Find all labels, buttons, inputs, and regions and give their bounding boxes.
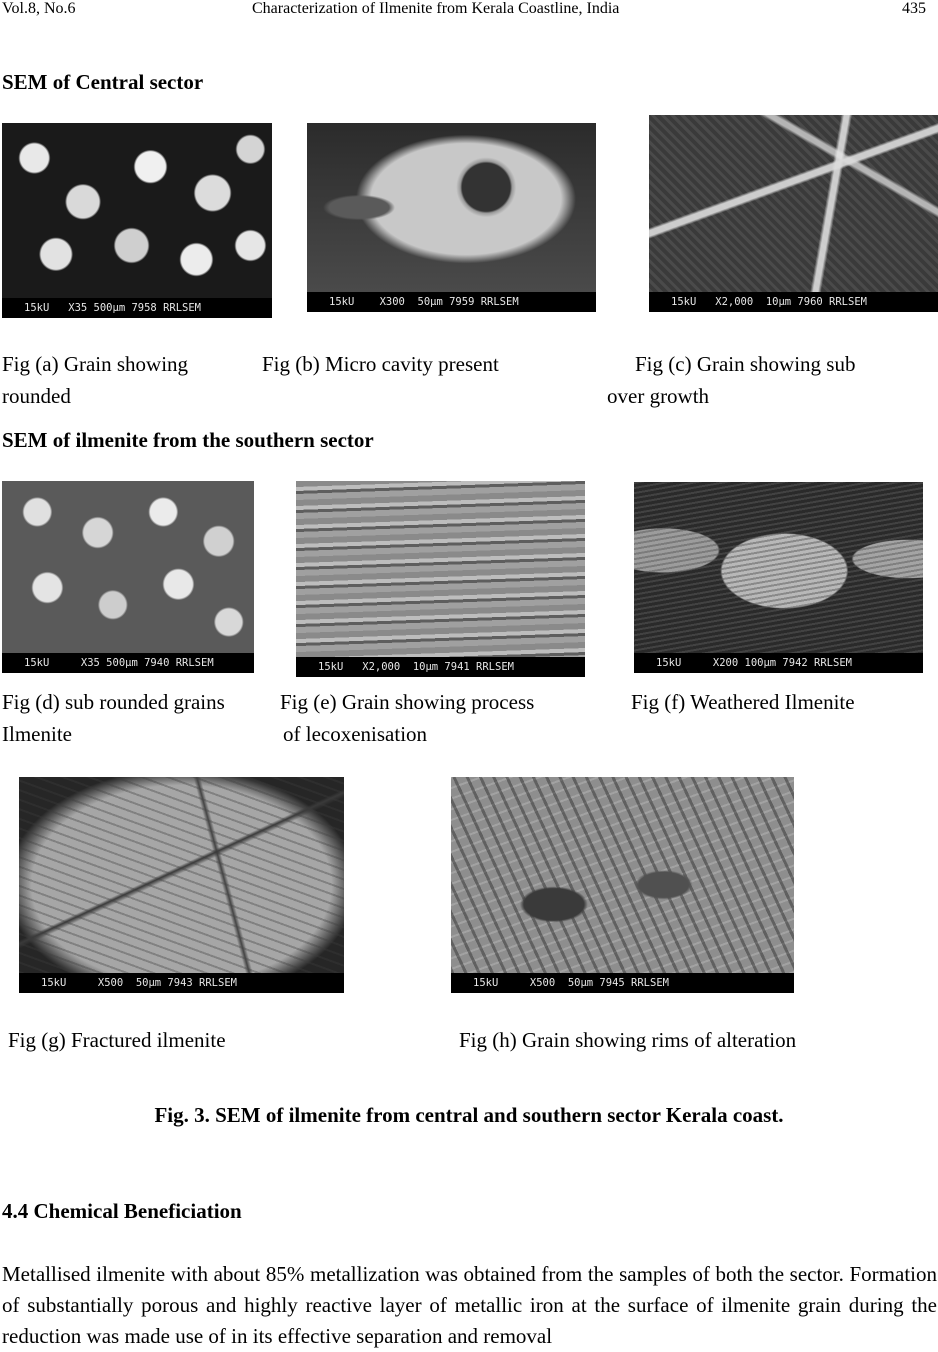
caption-fig-c-line1: Fig (c) Grain showing sub xyxy=(635,352,856,376)
section-heading: 4.4 Chemical Beneficiation xyxy=(2,1199,242,1223)
sem-image-e xyxy=(296,481,585,677)
caption-fig-e-line1: Fig (e) Grain showing process xyxy=(280,690,535,714)
sem-scale-bar-g: 15kU X500 50µm 7943 RRLSEM xyxy=(19,973,344,993)
caption-fig-g: Fig (g) Fractured ilmenite xyxy=(8,1028,226,1052)
sem-image-a xyxy=(2,123,272,318)
running-title: Characterization of Ilmenite from Kerala Coastline, India xyxy=(252,0,620,17)
sem-scale-bar-f: 15kU X200 100µm 7942 RRLSEM xyxy=(634,653,923,673)
caption-fig-e-line2: of lecoxenisation xyxy=(283,722,428,746)
journal-volume: Vol.8, No.6 xyxy=(2,0,76,17)
central-sector-heading: SEM of Central sector xyxy=(2,70,204,94)
sem-scale-bar-h: 15kU X500 50µm 7945 RRLSEM xyxy=(451,973,794,993)
sem-image-d xyxy=(2,481,254,673)
southern-sector-heading: SEM of ilmenite from the southern sector xyxy=(2,428,374,452)
caption-fig-a-line1: Fig (a) Grain showing xyxy=(2,352,189,376)
caption-fig-b: Fig (b) Micro cavity present xyxy=(262,352,499,376)
page-number: 435 xyxy=(902,0,926,17)
sem-image-f xyxy=(634,482,923,673)
sem-image-g xyxy=(19,777,344,993)
sem-scale-bar-d: 15kU X35 500µm 7940 RRLSEM xyxy=(2,653,254,673)
caption-fig-a-line2: rounded xyxy=(2,384,71,408)
caption-fig-h: Fig (h) Grain showing rims of alteration xyxy=(459,1028,797,1052)
sem-scale-bar-b: 15kU X300 50µm 7959 RRLSEM xyxy=(307,292,596,312)
sem-scale-bar-a: 15kU X35 500µm 7958 RRLSEM xyxy=(2,298,272,318)
section-paragraph: Metallised ilmenite with about 85% metallization was obtained from the samples of both the sector. Formation of substantially porous and highly reactive layer of metallic iron at the surface of ilmenite grain during the reduction was made use of in its effective separation and removal xyxy=(2,1262,937,1348)
sem-image-c xyxy=(649,115,938,312)
caption-fig-f: Fig (f) Weathered Ilmenite xyxy=(631,690,855,714)
caption-fig-d-line1: Fig (d) sub rounded grains xyxy=(2,690,225,714)
caption-fig-d-line2: Ilmenite xyxy=(2,722,72,746)
sem-image-b xyxy=(307,123,596,312)
sem-scale-bar-e: 15kU X2,000 10µm 7941 RRLSEM xyxy=(296,657,585,677)
sem-image-h xyxy=(451,777,794,993)
figure-caption: Fig. 3. SEM of ilmenite from central and southern sector Kerala coast. xyxy=(154,1103,784,1127)
caption-fig-c-line2: over growth xyxy=(607,384,710,408)
sem-scale-bar-c: 15kU X2,000 10µm 7960 RRLSEM xyxy=(649,292,938,312)
